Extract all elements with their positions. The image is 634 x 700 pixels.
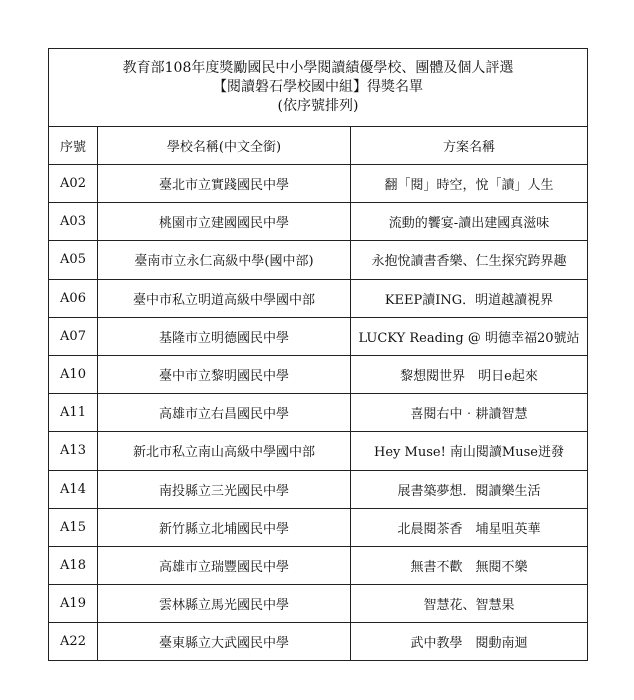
serial-number-cell: A11 — [49, 394, 98, 432]
title-line-1: 教育部108年度獎勵國民中小學閱讀績優學校、團體及個人評選 — [122, 60, 514, 76]
serial-number-cell: A07 — [49, 317, 98, 355]
school-name-cell: 新竹縣立北埔國民中學 — [98, 508, 351, 546]
serial-number-cell: A18 — [49, 546, 98, 584]
serial-number-cell: A19 — [49, 585, 98, 623]
school-name-cell: 臺中市私立明道高級中學國中部 — [98, 279, 351, 317]
school-name-cell: 南投縣立三光國民中學 — [98, 470, 351, 508]
table-row — [49, 355, 587, 393]
table-row — [49, 165, 587, 203]
header-plan-name: 方案名稱 — [442, 140, 495, 155]
plan-name-cell: Hey Muse! 南山閱讀Muse迸發 — [351, 432, 588, 470]
plan-name-cell: LUCKY Reading @ 明德幸福20號站 — [351, 317, 588, 355]
title-line-2: 【閱讀磐石學校國中組】得獎名單 — [213, 79, 423, 95]
plan-name-cell: 武中教學 閱動南迴 — [351, 623, 588, 661]
table-row — [49, 317, 587, 355]
table-row — [49, 508, 587, 546]
plan-name-cell: 黎想閱世界 明日e起來 — [351, 355, 588, 393]
plan-name-cell: 北晨閱茶香 埔星咀英華 — [351, 508, 588, 546]
header-serial-number: 序號 — [49, 127, 98, 165]
serial-number-cell: A15 — [49, 508, 98, 546]
serial-number-cell: A22 — [49, 623, 98, 661]
serial-number-cell: A02 — [49, 165, 98, 203]
school-name-cell: 高雄市立右昌國民中學 — [98, 394, 351, 432]
award-list-document — [48, 48, 588, 661]
school-name-cell: 雲林縣立馬光國民中學 — [98, 585, 351, 623]
plan-name-cell: KEEP讀ING．明道越讀視界 — [351, 279, 588, 317]
serial-number-cell: A13 — [49, 432, 98, 470]
document-title — [49, 49, 587, 127]
plan-name-cell: 永抱悅讀書香樂、仁生探究跨界趣 — [351, 241, 588, 279]
plan-name-cell: 翻「閱」時空，悅「讀」人生 — [351, 165, 588, 203]
table-row — [49, 241, 587, 279]
title-line-3: (依序號排列) — [277, 98, 359, 114]
table-row — [49, 394, 587, 432]
plan-name-cell: 無書不歡 無閱不樂 — [351, 546, 588, 584]
school-name-cell: 臺南市立永仁高級中學(國中部) — [98, 241, 351, 279]
plan-name-cell: 展書築夢想．閱讀樂生活 — [351, 470, 588, 508]
plan-name-cell: 流動的饗宴-讀出建國真滋味 — [351, 203, 588, 241]
school-name-cell: 臺北市立實踐國民中學 — [98, 165, 351, 203]
school-name-cell: 高雄市立瑞豐國民中學 — [98, 546, 351, 584]
award-table — [49, 127, 587, 660]
table-row — [49, 470, 587, 508]
table-row — [49, 279, 587, 317]
school-name-cell: 臺東縣立大武國民中學 — [98, 623, 351, 661]
plan-name-cell: 智慧花、智慧果 — [351, 585, 588, 623]
serial-number-cell: A14 — [49, 470, 98, 508]
header-school-name: 學校名稱(中文全銜) — [98, 127, 351, 165]
serial-number-cell: A10 — [49, 355, 98, 393]
school-name-cell: 桃園市立建國國民中學 — [98, 203, 351, 241]
school-name-cell: 臺中市立黎明國民中學 — [98, 355, 351, 393]
school-name-cell: 新北市私立南山高級中學國中部 — [98, 432, 351, 470]
serial-number-cell: A06 — [49, 279, 98, 317]
table-row — [49, 585, 587, 623]
table-row — [49, 203, 587, 241]
school-name-cell: 基隆市立明德國民中學 — [98, 317, 351, 355]
plan-name-cell: 喜閱右中‧耕讀智慧 — [351, 394, 588, 432]
table-row — [49, 623, 587, 661]
serial-number-cell: A03 — [49, 203, 98, 241]
table-row — [49, 546, 587, 584]
table-header-row — [49, 127, 587, 165]
table-row — [49, 432, 587, 470]
serial-number-cell: A05 — [49, 241, 98, 279]
